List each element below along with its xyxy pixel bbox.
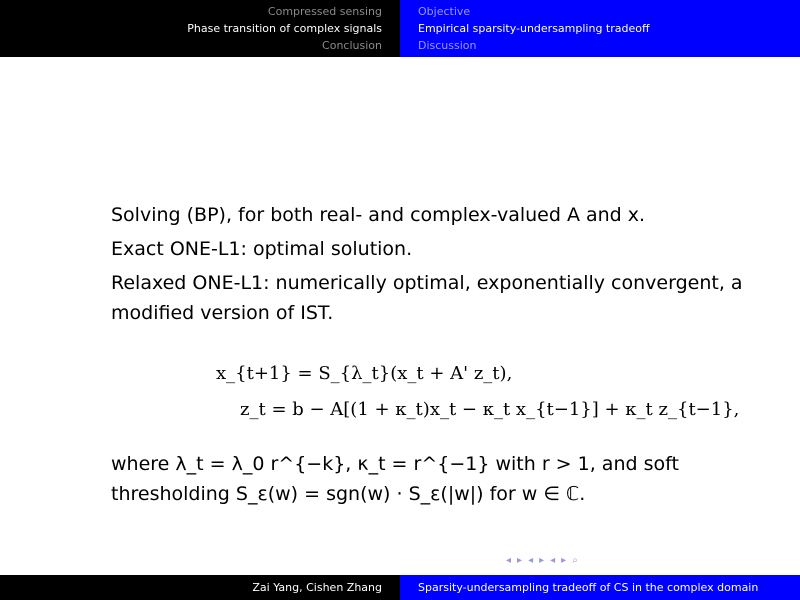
footer-title: Sparsity-undersampling tradeoff of CS in the complex domain: [400, 575, 800, 600]
section-nav: [0, 0, 400, 57]
section-phase-transition[interactable]: Phase transition of complex signals: [187, 22, 382, 35]
footer-authors: Zai Yang, Cishen Zhang: [0, 575, 400, 600]
frame-prev-icon[interactable]: ◂: [506, 555, 512, 566]
paragraph-3: Relaxed ONE-L1: numerically optimal, exponentially convergent, a modified version of IST.: [111, 272, 743, 324]
section-conclusion[interactable]: Conclusion: [322, 39, 382, 52]
paragraph-1: Solving (BP), for both real- and complex-valued A and x.: [111, 204, 646, 226]
paragraph-2: Exact ONE-L1: optimal solution.: [111, 238, 413, 260]
slide-footer: [0, 575, 800, 600]
subsection-next-icon[interactable]: ▸: [539, 555, 545, 566]
slide-body: [111, 200, 751, 328]
subsection-prev-icon[interactable]: ◂: [528, 555, 534, 566]
subsection-nav: [400, 0, 800, 57]
equation-line-1: x_{t+1} = S_{λ_t}(x_t + A' z_t),: [216, 363, 513, 384]
section-prev-icon[interactable]: ◂: [550, 555, 556, 566]
search-icon[interactable]: ⌕: [572, 555, 578, 566]
beamer-navigation: [506, 555, 578, 566]
section-compressed-sensing[interactable]: Compressed sensing: [267, 5, 382, 18]
subsection-objective[interactable]: Objective: [418, 5, 471, 18]
frame-next-icon[interactable]: ▸: [517, 555, 523, 566]
slide-header: [0, 0, 800, 57]
subsection-empirical-tradeoff[interactable]: Empirical sparsity-undersampling tradeoff: [418, 22, 650, 35]
paragraph-after-equation: where λ_t = λ_0 r^{−k}, κ_t = r^{−1} with r > 1, and soft thresholding S_ε(w) = sgn(w) · S_ε(|w|) for w ∈ ℂ.: [111, 453, 679, 505]
equation-line-2: z_t = b − A[(1 + κ_t)x_t − κ_t x_{t−1}] + κ_t z_{t−1},: [240, 399, 740, 420]
section-next-icon[interactable]: ▸: [561, 555, 567, 566]
subsection-discussion[interactable]: Discussion: [418, 39, 477, 52]
equation-block: [216, 356, 739, 428]
